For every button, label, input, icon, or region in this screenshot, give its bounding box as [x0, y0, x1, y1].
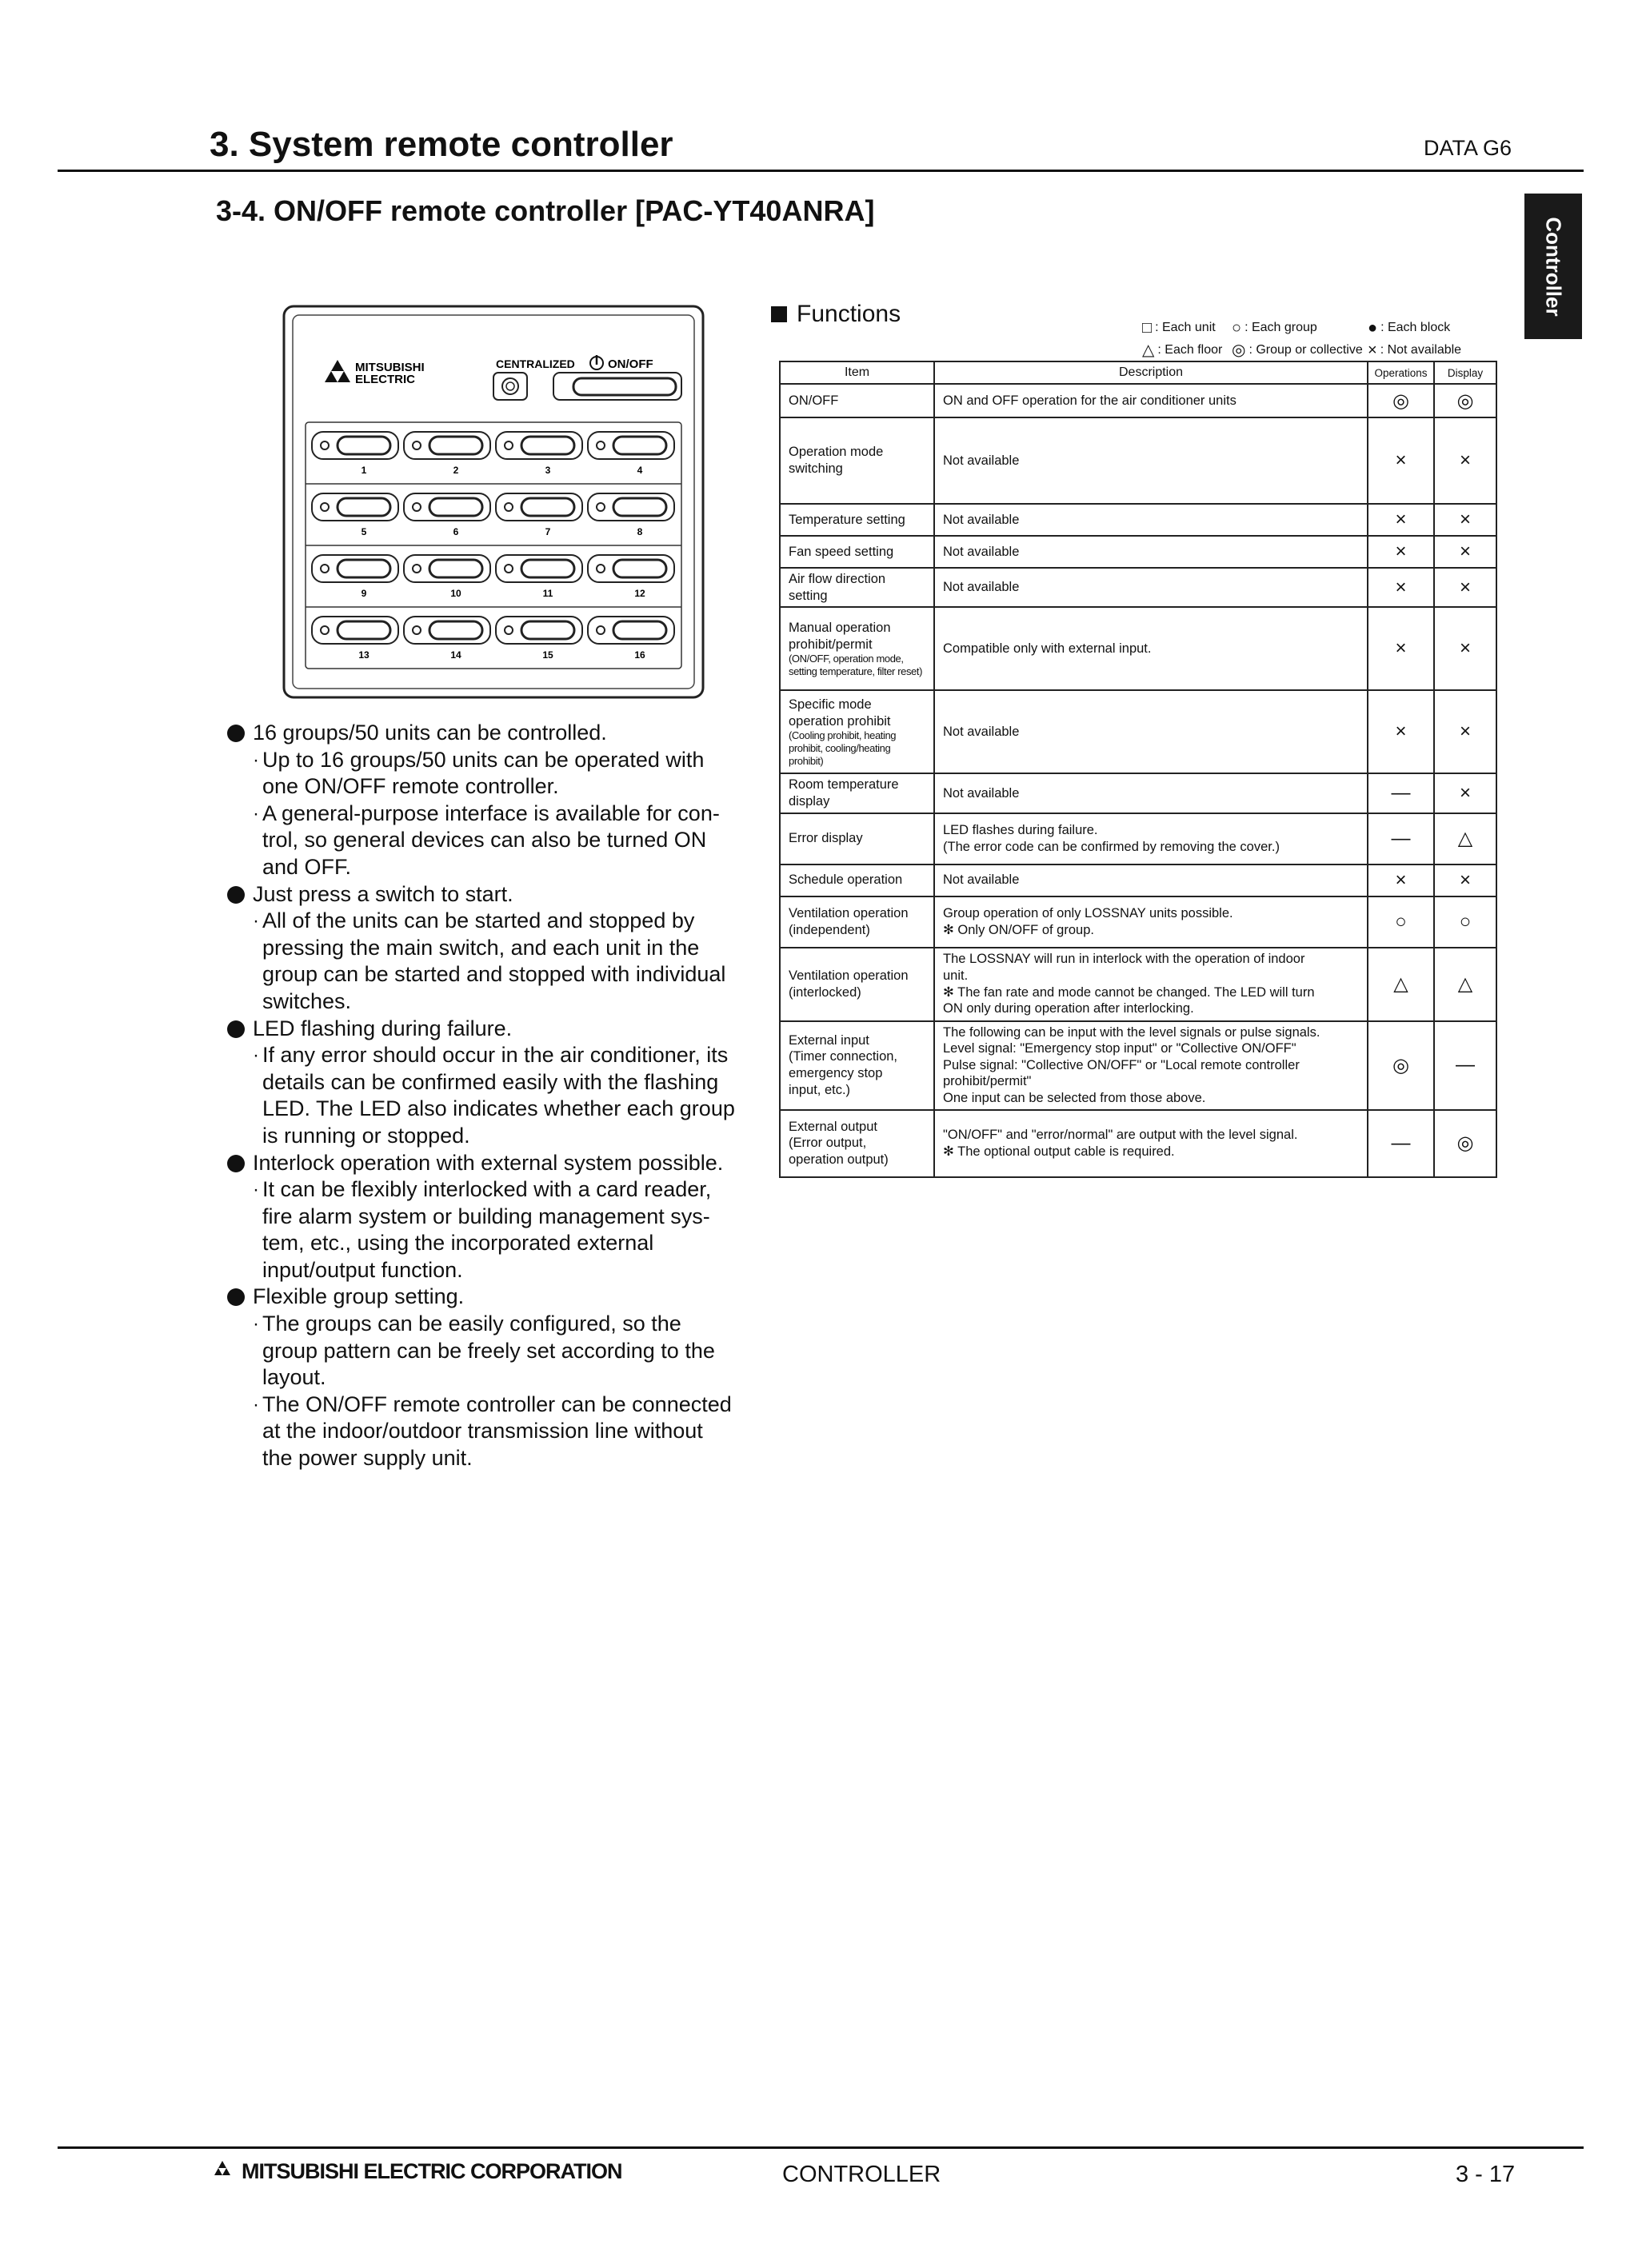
- group-number-label: 16: [634, 649, 645, 661]
- operations-mark: ◎: [1368, 1021, 1434, 1110]
- group-switch-button: [429, 560, 482, 577]
- function-item-label: Ventilation operation (interlocked): [789, 968, 909, 1000]
- double-circle-legend-icon: ◎: [1232, 341, 1246, 359]
- group-switch-button: [521, 621, 574, 639]
- functions-table: [779, 361, 1497, 1178]
- feature-detail-text: A general-purpose interface is available for con- trol, so general devices can also be turned ON and OFF.: [262, 801, 720, 879]
- table-row: [780, 813, 1496, 864]
- feature-list: [222, 720, 766, 1472]
- table-row: [780, 1110, 1496, 1177]
- operations-mark: —: [1368, 773, 1434, 813]
- legend-not-available: × : Not available: [1368, 341, 1462, 359]
- bullet-icon: [227, 886, 245, 904]
- function-description: ON and OFF operation for the air conditioner units: [934, 384, 1368, 417]
- table-row: [780, 690, 1496, 773]
- function-description: Not available: [934, 690, 1368, 773]
- display-mark: ×: [1434, 536, 1496, 568]
- middle-dot-icon: ·: [253, 910, 259, 932]
- feature-item: [222, 1284, 766, 1471]
- group-number-label: 8: [637, 526, 643, 537]
- function-item-cell: [780, 384, 934, 417]
- bullet-icon: [227, 725, 245, 742]
- display-mark: ○: [1434, 896, 1496, 948]
- function-description: The LOSSNAY will run in interlock with the operation of indoor unit. ✻ The fan rate and mode cannot be changed. The LED will turn ON only during operation after interlocking.: [934, 948, 1368, 1021]
- function-item-cell: [780, 690, 934, 773]
- group-switch-button: [521, 560, 574, 577]
- function-item-label: External output (Error output, operation output): [789, 1119, 889, 1167]
- legend-each-group: ○ : Each group: [1232, 319, 1317, 337]
- table-row: [780, 864, 1496, 896]
- group-number-label: 1: [361, 465, 367, 476]
- operations-mark: —: [1368, 813, 1434, 864]
- operations-mark: ×: [1368, 504, 1434, 536]
- function-description: LED flashes during failure. (The error code can be confirmed by removing the cover.): [934, 813, 1368, 864]
- column-header-description: Description: [934, 361, 1368, 384]
- feature-heading: Just press a switch to start.: [253, 881, 513, 906]
- display-mark: ×: [1434, 864, 1496, 896]
- table-row: [780, 607, 1496, 690]
- function-item-cell: [780, 813, 934, 864]
- group-led-icon: [413, 503, 421, 511]
- group-number-label: 12: [634, 588, 645, 599]
- page-title: 3. System remote controller: [210, 125, 673, 164]
- company-name: MITSUBISHI ELECTRIC CORPORATION: [242, 2159, 622, 2183]
- feature-detail-text: Up to 16 groups/50 units can be operated with one ON/OFF remote controller.: [262, 747, 705, 799]
- group-number-label: 6: [453, 526, 459, 537]
- footer-section-label: CONTROLLER: [782, 2162, 941, 2187]
- operations-mark: ×: [1368, 417, 1434, 504]
- function-item-note: (ON/OFF, operation mode, setting temperature, filter reset): [789, 653, 923, 677]
- function-item-cell: [780, 1021, 934, 1110]
- brand-line1: MITSUBISHI: [355, 361, 425, 374]
- bullet-icon: [227, 1288, 245, 1306]
- feature-detail: [253, 801, 766, 881]
- function-item-note: (Cooling prohibit, heating prohibit, cooling/heating prohibit): [789, 729, 897, 767]
- feature-detail: [253, 747, 766, 801]
- table-row: [780, 773, 1496, 813]
- document-id: DATA G6: [1424, 136, 1512, 160]
- group-number-label: 10: [450, 588, 461, 599]
- feature-item: [222, 881, 766, 1016]
- display-mark: ×: [1434, 773, 1496, 813]
- group-switch-button: [338, 498, 390, 516]
- legend-group-or-collective: ◎ : Group or collective: [1232, 341, 1363, 359]
- square-legend-icon: □: [1142, 319, 1153, 337]
- feature-detail: [253, 1176, 766, 1284]
- display-mark: △: [1434, 948, 1496, 1021]
- table-row: [780, 896, 1496, 948]
- group-number-label: 3: [545, 465, 551, 476]
- brand-line2: ELECTRIC: [355, 373, 415, 386]
- table-header-row: [780, 361, 1496, 384]
- group-led-icon: [413, 565, 421, 573]
- group-number-label: 5: [361, 526, 367, 537]
- group-led-icon: [597, 565, 605, 573]
- subsection-title: 3-4. ON/OFF remote controller [PAC-YT40ANRA]: [216, 194, 875, 227]
- group-led-icon: [321, 626, 329, 634]
- group-number-label: 9: [361, 588, 367, 599]
- main-onoff-switch[interactable]: [553, 373, 681, 400]
- legend-each-unit: □ : Each unit: [1142, 319, 1216, 337]
- side-tab-controller[interactable]: [1524, 194, 1582, 339]
- mitsubishi-diamonds-icon: [210, 2161, 235, 2183]
- function-item-label: ON/OFF: [789, 393, 839, 408]
- function-description: Not available: [934, 568, 1368, 607]
- display-mark: ×: [1434, 607, 1496, 690]
- display-mark: ×: [1434, 690, 1496, 773]
- functions-title: [771, 301, 901, 328]
- group-number-label: 13: [358, 649, 370, 661]
- group-number-label: 14: [450, 649, 461, 661]
- function-item-cell: [780, 896, 934, 948]
- function-item-cell: [780, 948, 934, 1021]
- operations-mark: △: [1368, 948, 1434, 1021]
- group-switch-button: [613, 437, 666, 454]
- group-number-label: 11: [542, 588, 553, 599]
- function-item-label: External input (Timer connection, emergency stop input, etc.): [789, 1032, 898, 1097]
- feature-heading: 16 groups/50 units can be controlled.: [253, 721, 607, 745]
- function-item-cell: [780, 773, 934, 813]
- feature-detail-text: All of the units can be started and stopped by pressing the main switch, and each unit in the group can be started and stopped with individual switches.: [262, 908, 726, 1013]
- function-description: Not available: [934, 864, 1368, 896]
- feature-item: [222, 1150, 766, 1284]
- table-row: [780, 384, 1496, 417]
- cross-legend-icon: ×: [1368, 341, 1377, 359]
- group-led-icon: [321, 441, 329, 449]
- group-switch-button: [429, 621, 482, 639]
- group-switch-button: [613, 560, 666, 577]
- operations-mark: ○: [1368, 896, 1434, 948]
- group-led-icon: [413, 626, 421, 634]
- display-mark: ×: [1434, 417, 1496, 504]
- group-switch-button: [613, 621, 666, 639]
- feature-item: [222, 1016, 766, 1150]
- legend-each-block: ● : Each block: [1368, 319, 1451, 337]
- onoff-label: ON/OFF: [608, 357, 653, 371]
- function-item-cell: [780, 607, 934, 690]
- function-description: Group operation of only LOSSNAY units possible. ✻ Only ON/OFF of group.: [934, 896, 1368, 948]
- feature-heading: LED flashing during failure.: [253, 1016, 513, 1040]
- column-header-operations: Operations: [1368, 361, 1434, 384]
- bullet-icon: [227, 1020, 245, 1038]
- function-description: The following can be input with the level signals or pulse signals. Level signal: "Emergency stop input" or "Collective ON/OFF" Pulse signal: "Collective ON/OFF" or "Local remote controller prohibit/permit" One input can be selected from those above.: [934, 1021, 1368, 1110]
- group-led-icon: [597, 503, 605, 511]
- group-number-label: 2: [453, 465, 459, 476]
- side-tab-label: Controller: [1541, 216, 1566, 317]
- middle-dot-icon: ·: [253, 802, 259, 825]
- remote-controller-illustration: [282, 304, 705, 700]
- feature-heading: Interlock operation with external system possible.: [253, 1150, 724, 1175]
- function-item-label: Schedule operation: [789, 872, 903, 888]
- column-header-item: Item: [780, 361, 934, 384]
- function-item-label: Air flow direction setting: [789, 572, 886, 603]
- function-item-cell: [780, 504, 934, 536]
- function-item-cell: [780, 536, 934, 568]
- group-switch-button: [521, 498, 574, 516]
- feature-detail-text: If any error should occur in the air conditioner, its details can be confirmed easily with the flashing LED. The LED also indicates whether each group is running or stopped.: [262, 1043, 735, 1148]
- feature-detail: [253, 1311, 766, 1392]
- triangle-legend-icon: △: [1142, 341, 1155, 359]
- filled-circle-legend-icon: ●: [1368, 319, 1378, 337]
- group-led-icon: [321, 565, 329, 573]
- operations-mark: —: [1368, 1110, 1434, 1177]
- table-row: [780, 536, 1496, 568]
- group-led-icon: [505, 565, 513, 573]
- display-mark: ◎: [1434, 1110, 1496, 1177]
- operations-mark: ×: [1368, 536, 1434, 568]
- function-item-label: Error display: [789, 831, 863, 846]
- function-description: Not available: [934, 504, 1368, 536]
- table-row: [780, 1021, 1496, 1110]
- group-led-icon: [597, 626, 605, 634]
- group-led-icon: [321, 503, 329, 511]
- group-switch-button: [429, 498, 482, 516]
- function-description: Not available: [934, 417, 1368, 504]
- middle-dot-icon: ·: [253, 1044, 259, 1067]
- operations-mark: ×: [1368, 607, 1434, 690]
- group-number-label: 15: [542, 649, 553, 661]
- function-description: Not available: [934, 536, 1368, 568]
- group-led-icon: [505, 503, 513, 511]
- function-item-cell: [780, 1110, 934, 1177]
- feature-detail: [253, 908, 766, 1015]
- function-item-label: Room temperature display: [789, 777, 899, 809]
- legend-each-floor: △ : Each floor: [1142, 341, 1223, 359]
- function-item-cell: [780, 417, 934, 504]
- feature-heading: Flexible group setting.: [253, 1284, 465, 1309]
- display-mark: ×: [1434, 568, 1496, 607]
- function-description: "ON/OFF" and "error/normal" are output with the level signal. ✻ The optional output cable is required.: [934, 1110, 1368, 1177]
- function-item-cell: [780, 568, 934, 607]
- table-row: [780, 504, 1496, 536]
- group-switch-button: [338, 560, 390, 577]
- group-led-icon: [597, 441, 605, 449]
- feature-detail-text: The groups can be easily configured, so the group pattern can be freely set according to the layout.: [262, 1312, 715, 1390]
- group-switch-button: [521, 437, 574, 454]
- display-mark: ×: [1434, 504, 1496, 536]
- footer-company-logo: [210, 2159, 622, 2184]
- header-divider: [58, 170, 1584, 172]
- centralized-indicator: [493, 373, 527, 400]
- operations-mark: ×: [1368, 568, 1434, 607]
- feature-item: [222, 720, 766, 881]
- display-mark: △: [1434, 813, 1496, 864]
- operations-mark: ◎: [1368, 384, 1434, 417]
- table-row: [780, 568, 1496, 607]
- group-led-icon: [505, 441, 513, 449]
- feature-detail: [253, 1042, 766, 1149]
- footer-divider: [58, 2146, 1584, 2149]
- feature-detail-text: The ON/OFF remote controller can be connected at the indoor/outdoor transmission line without the power supply unit.: [262, 1392, 732, 1471]
- function-item-label: Fan speed setting: [789, 544, 894, 559]
- display-mark: —: [1434, 1021, 1496, 1110]
- function-item-label: Temperature setting: [789, 512, 905, 527]
- function-item-label: Specific mode operation prohibit: [789, 697, 891, 729]
- functions-title-text: Functions: [797, 301, 901, 327]
- middle-dot-icon: ·: [253, 1179, 259, 1201]
- table-row: [780, 417, 1496, 504]
- circle-legend-icon: ○: [1232, 319, 1242, 337]
- group-switch-button: [613, 498, 666, 516]
- group-number-label: 7: [545, 526, 551, 537]
- feature-detail: [253, 1392, 766, 1472]
- function-description: Compatible only with external input.: [934, 607, 1368, 690]
- middle-dot-icon: ·: [253, 1393, 259, 1416]
- group-switch-button: [338, 437, 390, 454]
- display-mark: ◎: [1434, 384, 1496, 417]
- group-led-icon: [413, 441, 421, 449]
- function-item-label: Ventilation operation (independent): [789, 905, 909, 937]
- middle-dot-icon: ·: [253, 1313, 259, 1336]
- table-row: [780, 948, 1496, 1021]
- function-item-label: Operation mode switching: [789, 445, 884, 476]
- bullet-icon: [227, 1155, 245, 1172]
- square-bullet-icon: [771, 306, 787, 322]
- centralized-label: CENTRALIZED: [496, 357, 575, 370]
- feature-detail-text: It can be flexibly interlocked with a card reader, fire alarm system or building management sys- tem, etc., using the incorporated external input/output function.: [262, 1177, 712, 1282]
- function-item-cell: [780, 864, 934, 896]
- group-number-label: 4: [637, 465, 643, 476]
- middle-dot-icon: ·: [253, 749, 259, 771]
- function-item-label: Manual operation prohibit/permit: [789, 621, 891, 652]
- group-switch-button: [338, 621, 390, 639]
- group-led-icon: [505, 626, 513, 634]
- column-header-display: Display: [1434, 361, 1496, 384]
- group-switch-button: [429, 437, 482, 454]
- operations-mark: ×: [1368, 864, 1434, 896]
- operations-mark: ×: [1368, 690, 1434, 773]
- page-number: 3 - 17: [1456, 2162, 1516, 2187]
- function-description: Not available: [934, 773, 1368, 813]
